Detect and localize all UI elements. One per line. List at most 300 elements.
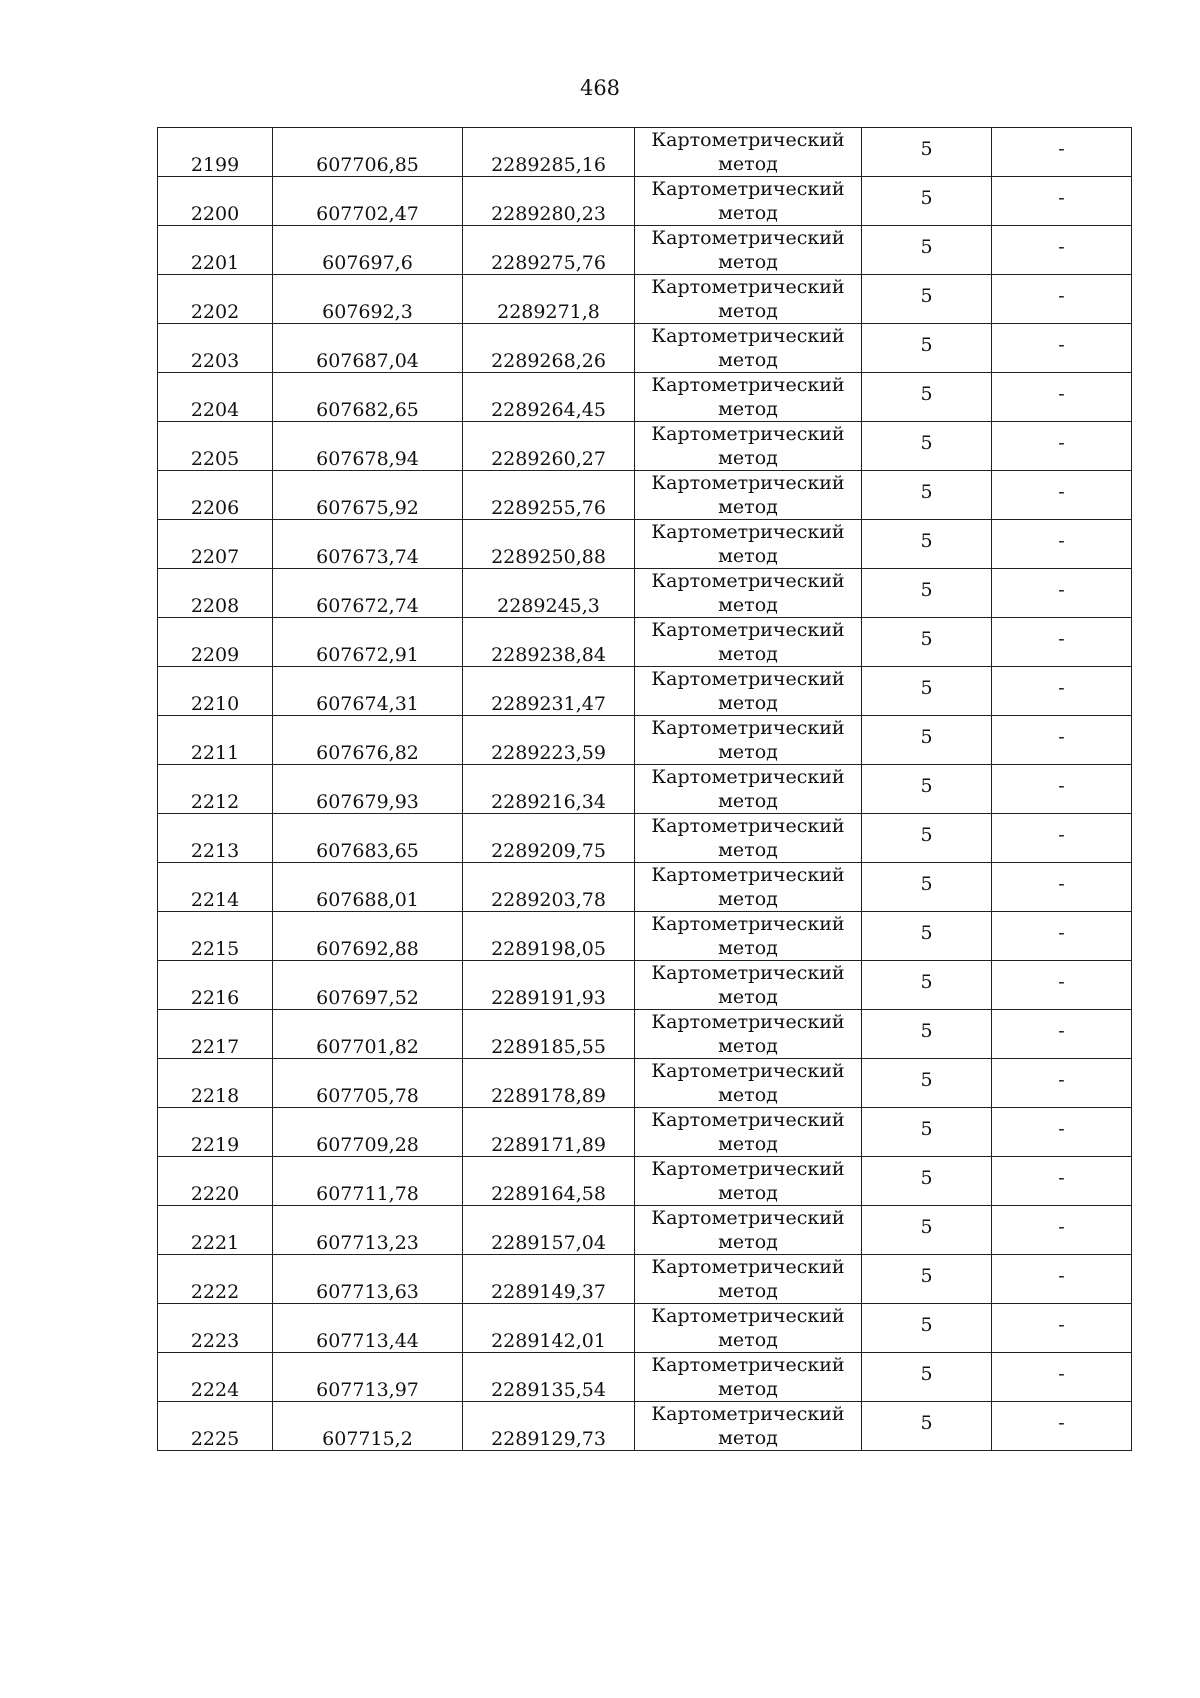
x-coordinate-cell: 607705,78 [273,1059,463,1108]
method-cell [635,716,862,765]
error-cell [862,1157,992,1206]
error-cell [862,422,992,471]
y-coordinate-cell: 2289129,73 [463,1402,635,1451]
error-value: 5 [920,530,933,552]
note-cell [992,520,1132,569]
error-value: 5 [920,1363,933,1385]
point-number-cell: 2219 [158,1108,273,1157]
y-coordinate-cell: 2289198,05 [463,912,635,961]
note-cell [992,912,1132,961]
table-row [158,1206,1132,1255]
error-value: 5 [920,481,933,503]
table-row [158,1304,1132,1353]
note-value: - [1058,873,1065,895]
point-number-cell: 2205 [158,422,273,471]
method-line-1: Картометрический [651,227,845,249]
table-row [158,961,1132,1010]
y-coordinate-cell: 2289260,27 [463,422,635,471]
x-coordinate-cell: 607702,47 [273,177,463,226]
x-coordinate-cell: 607713,63 [273,1255,463,1304]
method-line-1: Картометрический [651,1256,845,1278]
method-cell [635,275,862,324]
method-line-1: Картометрический [651,864,845,886]
method-cell [635,471,862,520]
point-number-cell: 2203 [158,324,273,373]
y-coordinate-cell: 2289203,78 [463,863,635,912]
method-line-1: Картометрический [651,472,845,494]
method-line-2: метод [718,153,778,175]
error-value: 5 [920,432,933,454]
y-coordinate-cell: 2289209,75 [463,814,635,863]
y-coordinate-cell: 2289223,59 [463,716,635,765]
method-line-1: Картометрический [651,962,845,984]
table-row [158,373,1132,422]
note-value: - [1058,1412,1065,1434]
table-row [158,1402,1132,1451]
note-cell [992,177,1132,226]
y-coordinate-cell: 2289231,47 [463,667,635,716]
note-cell [992,1059,1132,1108]
y-coordinate-cell: 2289255,76 [463,471,635,520]
table-row [158,618,1132,667]
error-value: 5 [920,726,933,748]
point-number-cell: 2220 [158,1157,273,1206]
error-cell [862,1402,992,1451]
table-row [158,422,1132,471]
error-cell [862,814,992,863]
table-row [158,520,1132,569]
error-cell [862,1353,992,1402]
method-line-1: Картометрический [651,423,845,445]
note-cell [992,1108,1132,1157]
y-coordinate-cell: 2289171,89 [463,1108,635,1157]
method-line-2: метод [718,986,778,1008]
method-line-2: метод [718,741,778,763]
table-row [158,1157,1132,1206]
point-number-cell: 2223 [158,1304,273,1353]
note-cell [992,1157,1132,1206]
note-cell [992,814,1132,863]
error-value: 5 [920,138,933,160]
note-cell [992,961,1132,1010]
method-line-1: Картометрический [651,1109,845,1131]
y-coordinate-cell: 2289285,16 [463,128,635,177]
method-cell [635,373,862,422]
y-coordinate-cell: 2289149,37 [463,1255,635,1304]
method-cell [635,422,862,471]
method-line-1: Картометрический [651,1207,845,1229]
y-coordinate-cell: 2289216,34 [463,765,635,814]
error-value: 5 [920,383,933,405]
error-value: 5 [920,1020,933,1042]
method-cell [635,1304,862,1353]
error-cell [862,1206,992,1255]
note-value: - [1058,1216,1065,1238]
point-number-cell: 2199 [158,128,273,177]
y-coordinate-cell: 2289191,93 [463,961,635,1010]
error-value: 5 [920,873,933,895]
table-row [158,1059,1132,1108]
method-line-2: метод [718,349,778,371]
error-cell [862,765,992,814]
note-cell [992,1304,1132,1353]
table-row [158,667,1132,716]
error-cell [862,863,992,912]
note-value: - [1058,1069,1065,1091]
note-cell [992,716,1132,765]
table-row [158,912,1132,961]
method-cell [635,863,862,912]
note-value: - [1058,530,1065,552]
error-value: 5 [920,922,933,944]
error-value: 5 [920,1314,933,1336]
method-line-1: Картометрический [651,668,845,690]
point-number-cell: 2217 [158,1010,273,1059]
note-value: - [1058,1020,1065,1042]
note-value: - [1058,628,1065,650]
method-line-2: метод [718,1084,778,1106]
note-cell [992,765,1132,814]
table-row [158,471,1132,520]
table-row [158,275,1132,324]
method-line-1: Картометрический [651,766,845,788]
point-number-cell: 2201 [158,226,273,275]
table-row [158,177,1132,226]
table-row [158,1353,1132,1402]
error-cell [862,667,992,716]
point-number-cell: 2218 [158,1059,273,1108]
method-line-2: метод [718,937,778,959]
x-coordinate-cell: 607688,01 [273,863,463,912]
method-cell [635,177,862,226]
method-line-2: метод [718,1329,778,1351]
x-coordinate-cell: 607682,65 [273,373,463,422]
error-value: 5 [920,677,933,699]
error-cell [862,177,992,226]
table-body [158,128,1132,1451]
error-value: 5 [920,824,933,846]
x-coordinate-cell: 607692,88 [273,912,463,961]
method-cell [635,569,862,618]
error-cell [862,471,992,520]
y-coordinate-cell: 2289264,45 [463,373,635,422]
y-coordinate-cell: 2289250,88 [463,520,635,569]
method-line-1: Картометрический [651,1011,845,1033]
method-line-1: Картометрический [651,619,845,641]
point-number-cell: 2202 [158,275,273,324]
method-line-2: метод [718,1427,778,1449]
point-number-cell: 2210 [158,667,273,716]
note-value: - [1058,432,1065,454]
note-cell [992,1255,1132,1304]
point-number-cell: 2212 [158,765,273,814]
point-number-cell: 2213 [158,814,273,863]
x-coordinate-cell: 607679,93 [273,765,463,814]
method-cell [635,961,862,1010]
y-coordinate-cell: 2289268,26 [463,324,635,373]
error-cell [862,1059,992,1108]
note-value: - [1058,824,1065,846]
method-line-1: Картометрический [651,1354,845,1376]
x-coordinate-cell: 607672,91 [273,618,463,667]
error-cell [862,1010,992,1059]
method-cell [635,1255,862,1304]
point-number-cell: 2221 [158,1206,273,1255]
note-value: - [1058,236,1065,258]
note-value: - [1058,334,1065,356]
method-line-1: Картометрический [651,178,845,200]
y-coordinate-cell: 2289245,3 [463,569,635,618]
note-cell [992,373,1132,422]
error-value: 5 [920,1069,933,1091]
method-line-1: Картометрический [651,570,845,592]
y-coordinate-cell: 2289178,89 [463,1059,635,1108]
method-line-1: Картометрический [651,913,845,935]
method-line-1: Картометрический [651,276,845,298]
method-line-1: Картометрический [651,815,845,837]
error-value: 5 [920,1118,933,1140]
method-cell [635,1402,862,1451]
note-cell [992,128,1132,177]
error-cell [862,912,992,961]
method-line-2: метод [718,202,778,224]
error-value: 5 [920,1412,933,1434]
table-row [158,1255,1132,1304]
note-value: - [1058,285,1065,307]
x-coordinate-cell: 607697,52 [273,961,463,1010]
point-number-cell: 2204 [158,373,273,422]
note-value: - [1058,1118,1065,1140]
note-value: - [1058,1314,1065,1336]
method-line-2: метод [718,594,778,616]
error-value: 5 [920,187,933,209]
y-coordinate-cell: 2289238,84 [463,618,635,667]
method-cell [635,226,862,275]
method-line-2: метод [718,545,778,567]
note-value: - [1058,971,1065,993]
x-coordinate-cell: 607709,28 [273,1108,463,1157]
error-value: 5 [920,236,933,258]
note-cell [992,422,1132,471]
table-row [158,569,1132,618]
point-number-cell: 2225 [158,1402,273,1451]
note-cell [992,226,1132,275]
method-line-1: Картометрический [651,1403,845,1425]
error-cell [862,1255,992,1304]
method-line-2: метод [718,1280,778,1302]
error-value: 5 [920,579,933,601]
x-coordinate-cell: 607673,74 [273,520,463,569]
error-value: 5 [920,1216,933,1238]
note-cell [992,1206,1132,1255]
y-coordinate-cell: 2289157,04 [463,1206,635,1255]
method-cell [635,667,862,716]
note-value: - [1058,138,1065,160]
method-cell [635,912,862,961]
method-line-1: Картометрический [651,1158,845,1180]
error-value: 5 [920,334,933,356]
method-line-2: метод [718,1133,778,1155]
method-cell [635,1059,862,1108]
y-coordinate-cell: 2289185,55 [463,1010,635,1059]
note-value: - [1058,1167,1065,1189]
error-cell [862,716,992,765]
method-line-1: Картометрический [651,129,845,151]
point-number-cell: 2222 [158,1255,273,1304]
x-coordinate-cell: 607675,92 [273,471,463,520]
coordinates-table [157,127,1132,1451]
x-coordinate-cell: 607683,65 [273,814,463,863]
method-line-1: Картометрический [651,717,845,739]
method-cell [635,128,862,177]
x-coordinate-cell: 607711,78 [273,1157,463,1206]
note-cell [992,1402,1132,1451]
method-line-2: метод [718,1231,778,1253]
error-cell [862,373,992,422]
error-value: 5 [920,1167,933,1189]
y-coordinate-cell: 2289271,8 [463,275,635,324]
method-cell [635,520,862,569]
error-value: 5 [920,1265,933,1287]
note-cell [992,569,1132,618]
x-coordinate-cell: 607713,44 [273,1304,463,1353]
method-line-2: метод [718,888,778,910]
table-row [158,324,1132,373]
method-line-2: метод [718,1035,778,1057]
point-number-cell: 2207 [158,520,273,569]
method-cell [635,1108,862,1157]
table-row [158,863,1132,912]
x-coordinate-cell: 607713,97 [273,1353,463,1402]
table-row [158,814,1132,863]
method-cell [635,1353,862,1402]
method-line-2: метод [718,300,778,322]
x-coordinate-cell: 607674,31 [273,667,463,716]
note-value: - [1058,579,1065,601]
error-value: 5 [920,285,933,307]
y-coordinate-cell: 2289280,23 [463,177,635,226]
method-cell [635,814,862,863]
note-value: - [1058,726,1065,748]
method-line-2: метод [718,398,778,420]
y-coordinate-cell: 2289164,58 [463,1157,635,1206]
error-value: 5 [920,971,933,993]
method-line-1: Картометрический [651,374,845,396]
note-cell [992,667,1132,716]
x-coordinate-cell: 607692,3 [273,275,463,324]
method-line-1: Картометрический [651,1305,845,1327]
x-coordinate-cell: 607715,2 [273,1402,463,1451]
note-cell [992,471,1132,520]
x-coordinate-cell: 607672,74 [273,569,463,618]
note-cell [992,618,1132,667]
method-line-2: метод [718,692,778,714]
page-number: 468 [579,76,621,100]
y-coordinate-cell: 2289275,76 [463,226,635,275]
x-coordinate-cell: 607713,23 [273,1206,463,1255]
method-line-1: Картометрический [651,521,845,543]
method-cell [635,765,862,814]
error-cell [862,520,992,569]
note-value: - [1058,481,1065,503]
note-cell [992,1353,1132,1402]
x-coordinate-cell: 607706,85 [273,128,463,177]
table-row [158,716,1132,765]
x-coordinate-cell: 607687,04 [273,324,463,373]
note-value: - [1058,677,1065,699]
error-cell [862,618,992,667]
method-line-2: метод [718,839,778,861]
method-line-2: метод [718,251,778,273]
method-line-2: метод [718,1378,778,1400]
y-coordinate-cell: 2289142,01 [463,1304,635,1353]
point-number-cell: 2211 [158,716,273,765]
method-line-2: метод [718,447,778,469]
error-cell [862,275,992,324]
note-value: - [1058,1363,1065,1385]
note-cell [992,863,1132,912]
note-value: - [1058,383,1065,405]
error-cell [862,961,992,1010]
error-cell [862,324,992,373]
point-number-cell: 2216 [158,961,273,1010]
table-row [158,128,1132,177]
method-line-2: метод [718,643,778,665]
note-value: - [1058,922,1065,944]
note-cell [992,324,1132,373]
point-number-cell: 2208 [158,569,273,618]
note-value: - [1058,775,1065,797]
point-number-cell: 2224 [158,1353,273,1402]
point-number-cell: 2209 [158,618,273,667]
x-coordinate-cell: 607697,6 [273,226,463,275]
note-value: - [1058,187,1065,209]
method-cell [635,324,862,373]
x-coordinate-cell: 607678,94 [273,422,463,471]
table-row [158,765,1132,814]
method-line-2: метод [718,790,778,812]
error-cell [862,226,992,275]
note-cell [992,275,1132,324]
table-row [158,1108,1132,1157]
error-value: 5 [920,775,933,797]
method-line-2: метод [718,1182,778,1204]
error-cell [862,128,992,177]
table-row [158,226,1132,275]
method-cell [635,618,862,667]
method-line-1: Картометрический [651,1060,845,1082]
method-line-2: метод [718,496,778,518]
y-coordinate-cell: 2289135,54 [463,1353,635,1402]
error-cell [862,1304,992,1353]
error-value: 5 [920,628,933,650]
x-coordinate-cell: 607701,82 [273,1010,463,1059]
note-cell [992,1010,1132,1059]
note-value: - [1058,1265,1065,1287]
point-number-cell: 2215 [158,912,273,961]
x-coordinate-cell: 607676,82 [273,716,463,765]
method-cell [635,1157,862,1206]
method-line-1: Картометрический [651,325,845,347]
method-cell [635,1010,862,1059]
table-row [158,1010,1132,1059]
point-number-cell: 2206 [158,471,273,520]
point-number-cell: 2200 [158,177,273,226]
error-cell [862,1108,992,1157]
method-cell [635,1206,862,1255]
error-cell [862,569,992,618]
point-number-cell: 2214 [158,863,273,912]
